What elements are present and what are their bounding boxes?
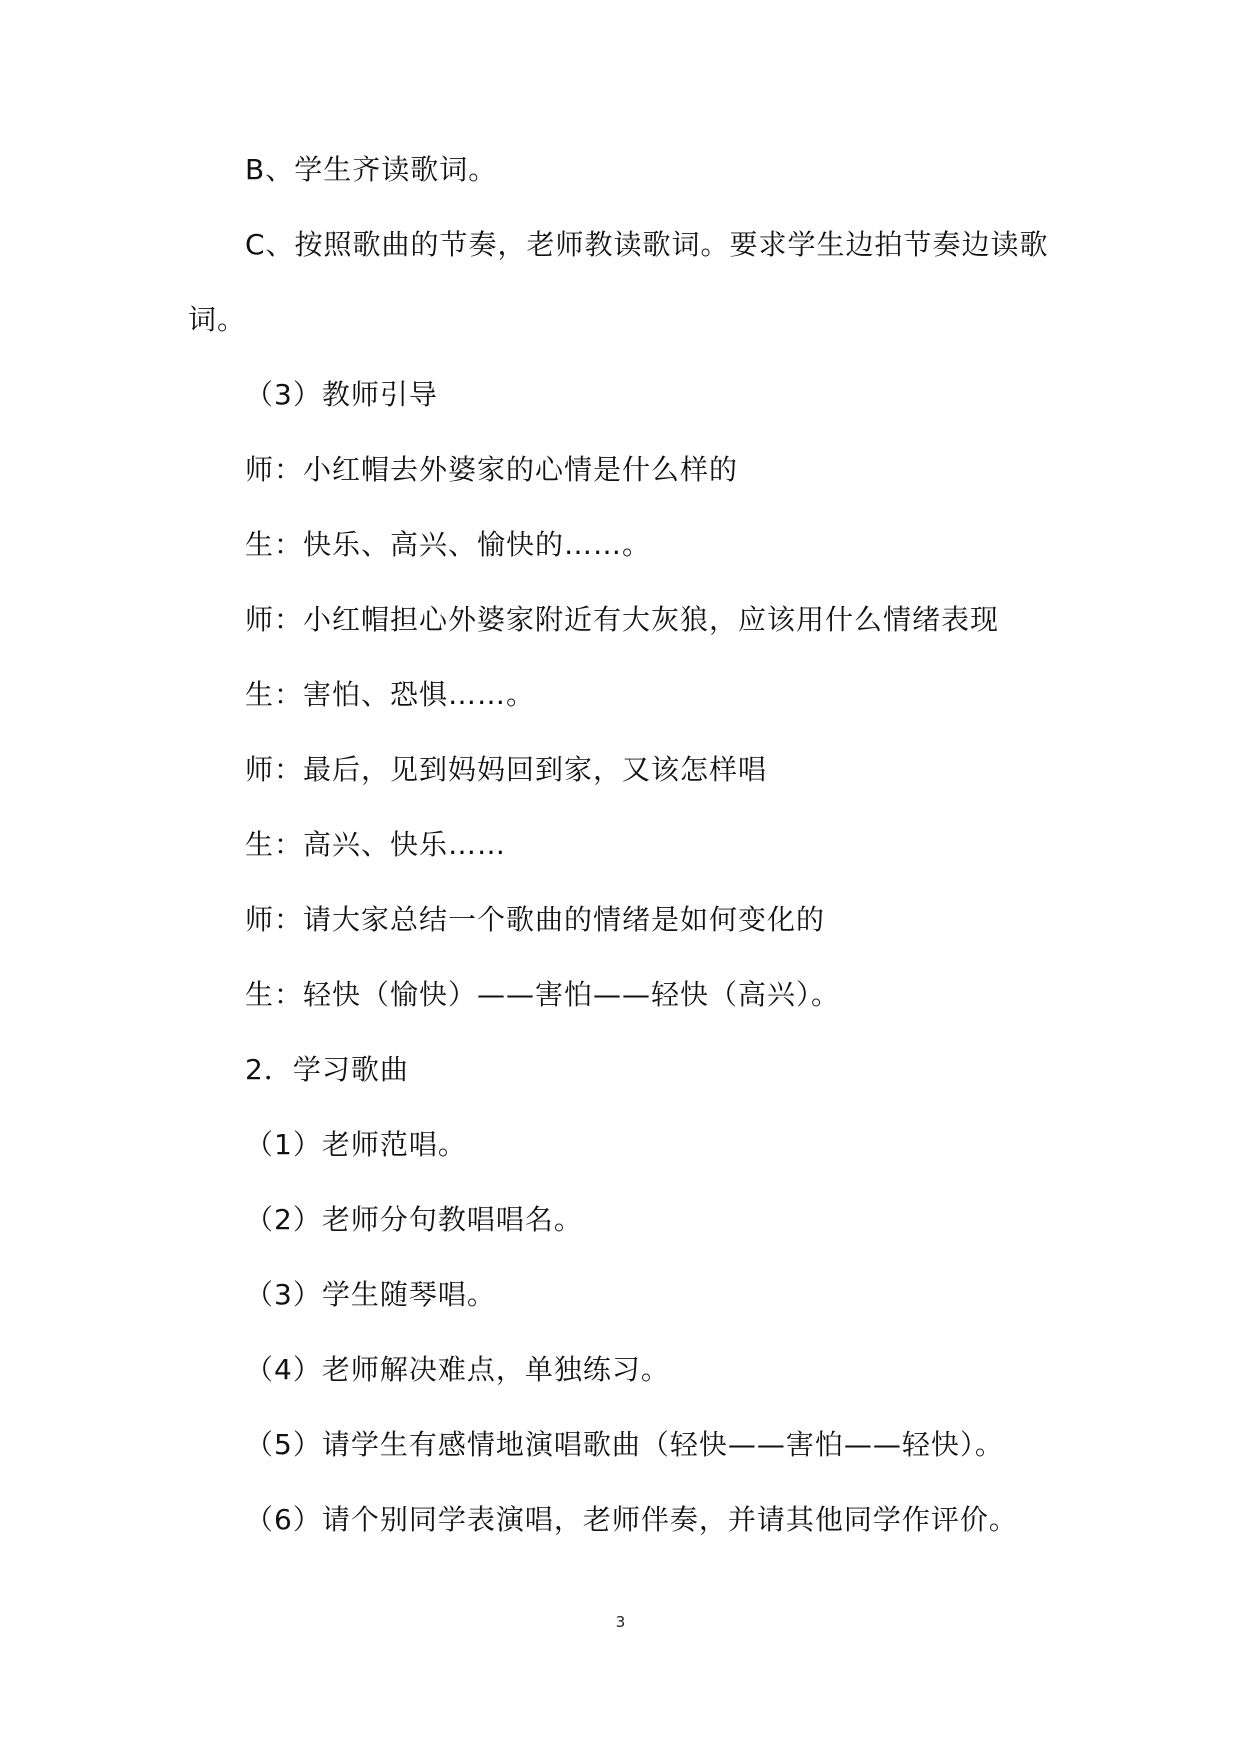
text-line: 师：小红帽担心外婆家附近有大灰狼，应该用什么情绪表现 xyxy=(245,603,1000,636)
list-item: （3）学生随琴唱。 xyxy=(245,1278,496,1311)
list-item: （5）请学生有感情地演唱歌曲（轻快——害怕——轻快）。 xyxy=(245,1428,1004,1461)
list-item: （4）老师解决难点，单独练习。 xyxy=(245,1353,670,1386)
list-item: （1）老师范唱。 xyxy=(245,1128,467,1161)
text-line: 师：最后，见到妈妈回到家，又该怎样唱 xyxy=(245,753,768,786)
page-number: 3 xyxy=(615,1613,626,1631)
text-line: B、学生齐读歌词。 xyxy=(245,153,498,186)
section-heading: 2．学习歌曲 xyxy=(245,1053,409,1086)
text-line: 词。 xyxy=(188,303,247,336)
section-heading: （3）教师引导 xyxy=(245,378,438,411)
text-line: C、按照歌曲的节奏，老师教读歌词。要求学生边拍节奏边读歌 xyxy=(245,228,1049,261)
text-line: 师：小红帽去外婆家的心情是什么样的 xyxy=(245,453,739,486)
text-line: 师：请大家总结一个歌曲的情绪是如何变化的 xyxy=(245,903,826,936)
text-line: 生：害怕、恐惧……。 xyxy=(245,678,536,711)
text-line: 生：快乐、高兴、愉快的……。 xyxy=(245,528,652,561)
list-item: （6）请个别同学表演唱，老师伴奏，并请其他同学作评价。 xyxy=(245,1503,1018,1536)
text-line: 生：高兴、快乐…… xyxy=(245,828,507,861)
list-item: （2）老师分句教唱唱名。 xyxy=(245,1203,583,1236)
text-line: 生：轻快（愉快）——害怕——轻快（高兴）。 xyxy=(245,978,841,1011)
